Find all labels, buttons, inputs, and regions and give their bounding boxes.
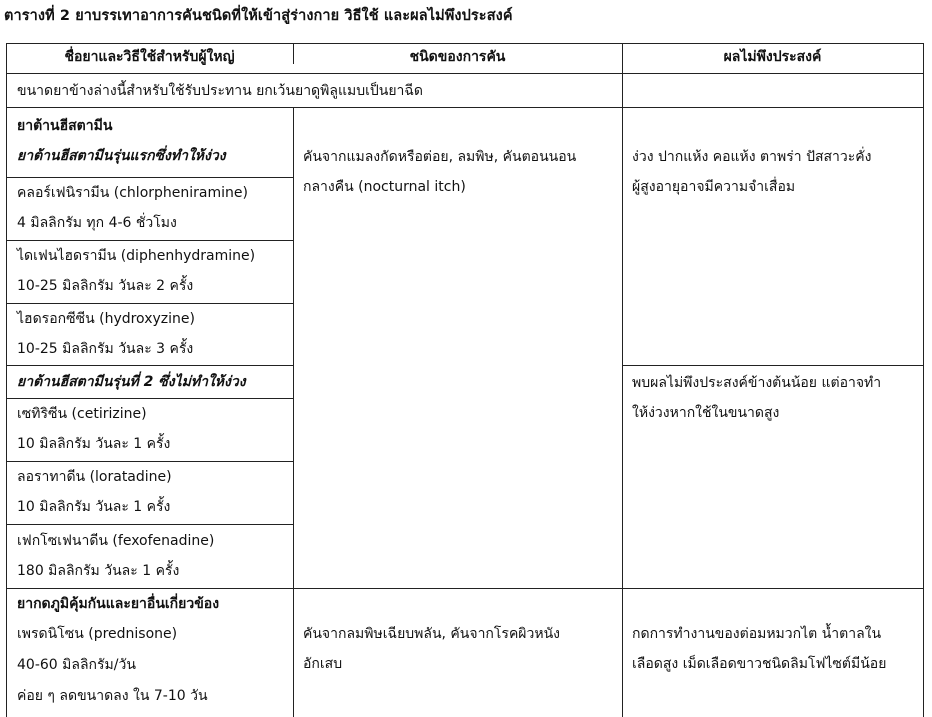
table-border-left — [6, 43, 7, 717]
drug-name: คลอร์เฟนิรามีน (chlorpheniramine) — [17, 185, 248, 201]
drug-dose: 10-25 มิลลิกรัม วันละ 2 ครั้ง — [17, 278, 194, 294]
adverse-effect-line: ง่วง ปากแห้ง คอแห้ง ตาพร่า ปัสสาวะคั่ง — [632, 149, 872, 165]
row-divider — [6, 240, 293, 241]
header-adverse-effects: ผลไม่พึงประสงค์ — [723, 49, 822, 65]
drug-name: ไฮดรอกซีซีน (hydroxyzine) — [17, 311, 195, 327]
gen2-heading: ยาต้านฮีสตามีนรุ่นที่ 2 ซึ่งไม่ทำให้ง่วง — [17, 374, 246, 390]
adverse-effect-line: พบผลไม่พึงประสงค์ข้างต้นน้อย แต่อาจทำ — [632, 375, 882, 391]
drug-taper: ค่อย ๆ ลดขนาดลง ใน 7-10 วัน — [17, 688, 208, 704]
drug-name: ลอราทาดีน (loratadine) — [17, 469, 172, 485]
gen2-divider — [6, 365, 293, 366]
drug-dose: 10-25 มิลลิกรัม วันละ 3 ครั้ง — [17, 341, 194, 357]
drug-name: ไดเฟนไฮดรามีน (diphenhydramine) — [17, 248, 256, 264]
row-divider — [6, 177, 293, 178]
itch-type-line: คันจากแมลงกัดหรือต่อย, ลมพิษ, คันตอนนอน — [303, 149, 577, 165]
itch-type-line: กลางคืน (nocturnal itch) — [303, 179, 466, 195]
itch-type-line: อักเสบ — [303, 656, 343, 672]
itch-type-line: คันจากลมพิษเฉียบพลัน, คันจากโรคผิวหนัง — [303, 626, 561, 642]
row-divider — [6, 524, 293, 525]
drug-dose: 10 มิลลิกรัม วันละ 1 ครั้ง — [17, 499, 171, 515]
note-divider — [6, 107, 924, 108]
column-divider — [293, 107, 294, 717]
section-divider — [6, 588, 924, 589]
drug-dose: 40-60 มิลลิกรัม/วัน — [17, 657, 136, 673]
drug-dose: 180 มิลลิกรัม วันละ 1 ครั้ง — [17, 563, 180, 579]
column-divider — [622, 43, 623, 717]
header-divider — [6, 73, 924, 74]
drug-name: เฟกโซเฟนาดีน (fexofenadine) — [17, 533, 215, 549]
drug-dose: 4 มิลลิกรัม ทุก 4-6 ชั่วโมง — [17, 215, 177, 231]
adverse-effect-line: กดการทำงานของต่อมหมวกไต น้ำตาลใน — [632, 626, 882, 642]
header-itch-type: ชนิดของการคัน — [409, 49, 506, 65]
row-divider — [6, 398, 293, 399]
table-title: ตารางที่ 2 ยาบรรเทาอาการคันชนิดที่ให้เข้าสู่ร่างกาย วิธีใช้ และผลไม่พึงประสงค์ — [4, 8, 513, 24]
row-divider — [6, 303, 293, 304]
adverse-effect-line: เลือดสูง เม็ดเลือดขาวชนิดลิมโฟไซต์มีน้อย — [632, 656, 887, 672]
dosage-note: ขนาดยาข้างล่างนี้สำหรับใช้รับประทาน ยกเว้นยาดูพิลูแมบเป็นยาฉีด — [17, 83, 424, 99]
header-drug-and-dose: ชื่อยาและวิธีใช้สำหรับผู้ใหญ่ — [64, 49, 235, 65]
drug-dose: 10 มิลลิกรัม วันละ 1 ครั้ง — [17, 436, 171, 452]
antihistamine-heading: ยาต้านฮีสตามีน — [17, 118, 113, 134]
table-border-top — [6, 43, 924, 44]
adverse-effect-line: ผู้สูงอายุอาจมีความจำเสื่อม — [632, 179, 796, 195]
drug-name: เพรดนิโซน (prednisone) — [17, 626, 178, 642]
effects-divider — [622, 365, 924, 366]
row-divider — [6, 461, 293, 462]
immuno-heading: ยากดภูมิคุ้มกันและยาอื่นเกี่ยวข้อง — [17, 596, 220, 612]
adverse-effect-line: ให้ง่วงหากใช้ในขนาดสูง — [632, 405, 780, 421]
gen1-heading: ยาต้านฮีสตามีนรุ่นแรกซึ่งทำให้ง่วง — [17, 148, 226, 164]
drug-table — [6, 43, 924, 717]
drug-name: เซทิริซีน (cetirizine) — [17, 406, 147, 422]
table-border-right — [923, 43, 924, 717]
